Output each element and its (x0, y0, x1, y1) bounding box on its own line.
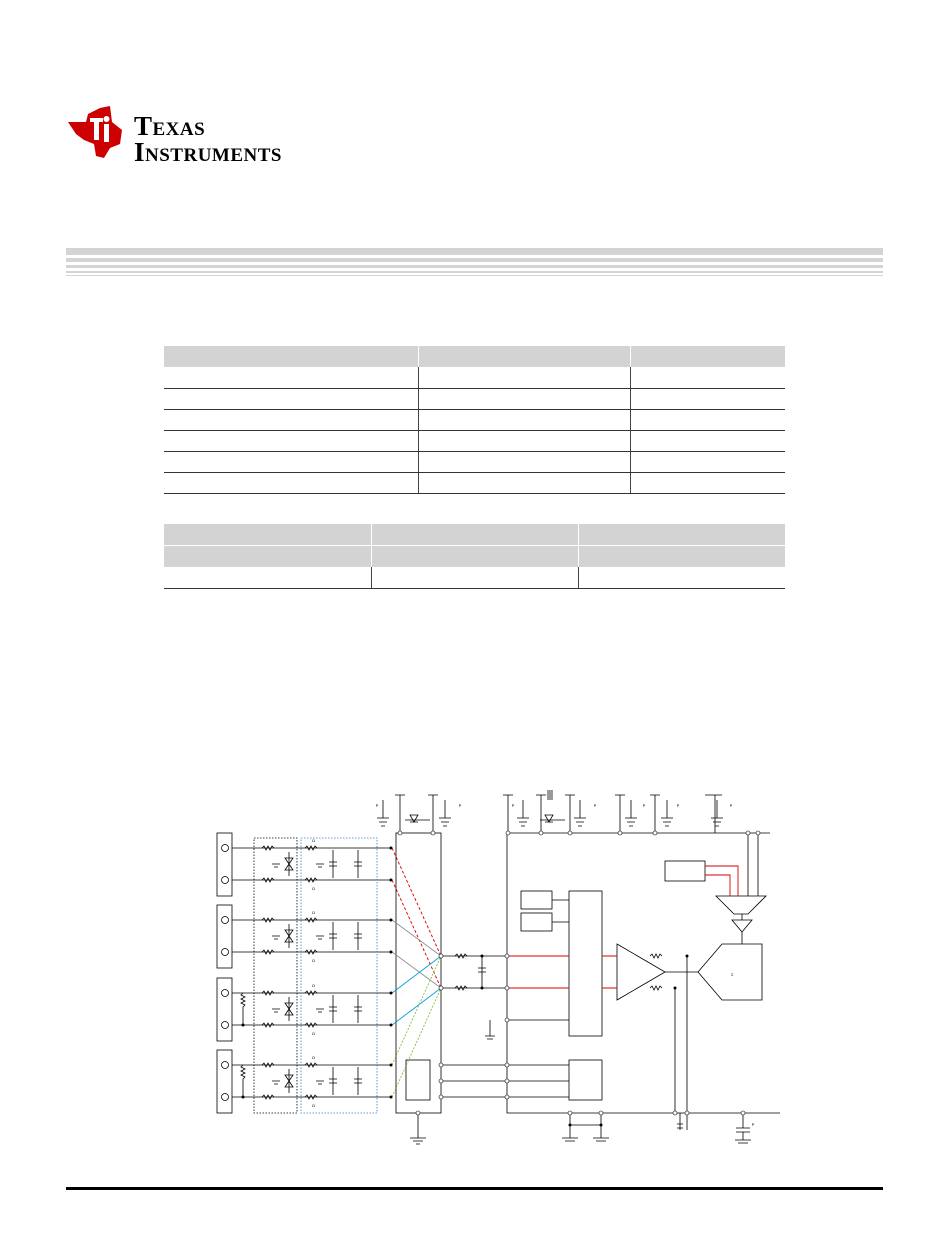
table-header-cell (164, 524, 371, 545)
header-stripe (66, 265, 883, 268)
resistor-unit-label: Ω (312, 983, 315, 988)
table-cell (418, 409, 630, 430)
table-row (164, 430, 785, 451)
input-connector (217, 978, 232, 1041)
circuit-schematic (190, 780, 790, 1160)
footer-rule (66, 1187, 883, 1190)
header-stripe (66, 275, 883, 276)
table-cell (630, 367, 785, 388)
table-cell (418, 388, 630, 409)
table-cell (630, 472, 785, 493)
table-cell (164, 409, 418, 430)
input-connector (217, 1050, 232, 1113)
spec-table-2 (164, 524, 785, 589)
table-header-row (164, 524, 785, 545)
resistor-unit-label: Ω (312, 838, 315, 843)
table-cell (418, 367, 630, 388)
table-header-cell (371, 524, 578, 545)
table-header-cell (418, 346, 630, 367)
table-cell (630, 430, 785, 451)
input-connector (217, 833, 232, 896)
table-header-cell (371, 545, 578, 567)
capacitor-unit-label: µ (677, 802, 680, 807)
capacitor-unit-label: µ (512, 802, 515, 807)
table-cell (164, 567, 371, 588)
table-cell (630, 451, 785, 472)
table-subheader-row (164, 545, 785, 567)
table-header-cell (164, 545, 371, 567)
resistor-unit-label: Ω (312, 1055, 315, 1060)
table-cell (630, 388, 785, 409)
table-row (164, 409, 785, 430)
sigma-label: Σ (731, 972, 734, 977)
table-header-cell (630, 346, 785, 367)
capacitor-unit-label: µ (752, 1121, 755, 1126)
resistor-unit-label: Ω (312, 1103, 315, 1108)
header-stripe (66, 258, 883, 262)
table-row (164, 451, 785, 472)
logo-wordmark-line2: Instruments (134, 137, 282, 167)
capacitor-unit-label: µ (730, 802, 733, 807)
spec-table-1 (164, 346, 785, 494)
table-row (164, 388, 785, 409)
table-cell (164, 388, 418, 409)
table-cell (418, 451, 630, 472)
header-stripe (66, 248, 883, 255)
component-labels (312, 802, 755, 1126)
resistor-unit-label: Ω (312, 910, 315, 915)
table-header-cell (578, 524, 785, 545)
table-header-cell (164, 346, 418, 367)
table-cell (164, 472, 418, 493)
mux-routing (392, 848, 738, 1097)
table-row (164, 472, 785, 493)
table-cell (164, 430, 418, 451)
capacitor-unit-label: µ (594, 802, 597, 807)
resistor-unit-label: Ω (312, 1031, 315, 1036)
capacitor-unit-label: µ (459, 802, 462, 807)
table-cell (418, 430, 630, 451)
table-cell (371, 567, 578, 588)
input-connector (217, 905, 232, 968)
schematic-wiring (217, 790, 780, 1144)
capacitor-unit-label: µ (376, 802, 379, 807)
table-cell (164, 451, 418, 472)
logo-wordmark-line1: Texas (134, 111, 206, 141)
table-cell (418, 472, 630, 493)
table-header-row (164, 346, 785, 367)
capacitor-unit-label: µ (643, 802, 646, 807)
ti-logo-icon (68, 106, 122, 158)
table-cell (578, 567, 785, 588)
table-header-cell (578, 545, 785, 567)
table-row (164, 367, 785, 388)
table-row (164, 567, 785, 588)
table-cell (630, 409, 785, 430)
filter-region-box (301, 838, 377, 1113)
resistor-unit-label: Ω (312, 886, 315, 891)
resistor-unit-label: Ω (312, 958, 315, 963)
header-stripe (66, 271, 883, 273)
terminal-circles (398, 831, 760, 1115)
table-cell (164, 367, 418, 388)
